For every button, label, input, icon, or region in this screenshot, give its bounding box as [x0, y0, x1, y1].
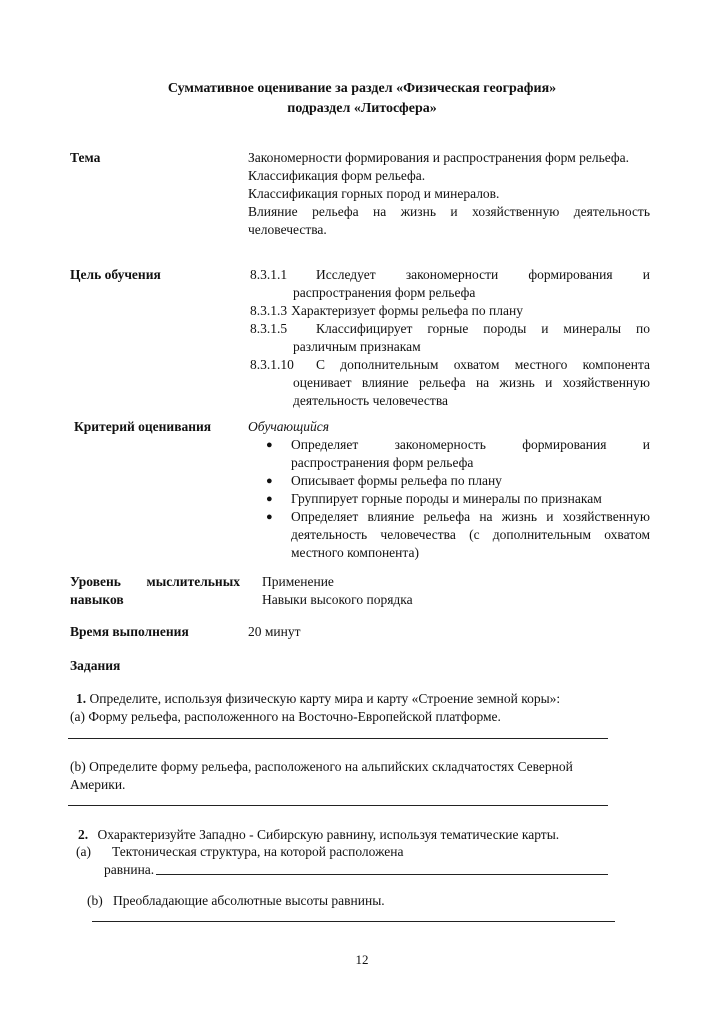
task-2-number: 2.: [78, 827, 89, 842]
task-2a-text: Тектоническая структура, на которой расположена: [112, 844, 404, 859]
goal-item: [250, 266, 650, 302]
answer-line-2a[interactable]: [156, 874, 608, 875]
criteria-text: Группирует горные породы и минералы по признакам: [291, 491, 602, 506]
goal-text-cont: распространения форм рельефа: [293, 285, 476, 300]
criteria-bullet: [248, 490, 650, 508]
task-2a-marker: (a): [76, 844, 91, 859]
goal-text-cont: различным признакам: [293, 339, 421, 354]
goal-item: [250, 302, 650, 320]
task-1a-text: (a) Форму рельефа, расположенного на Восточно-Европейской платформе.: [70, 709, 501, 724]
goal-text: Классифицирует горные породы и минералы по: [316, 321, 650, 336]
task-1-text: Определите, используя физическую карту мира и карту «Строение земной коры»:: [89, 691, 561, 706]
tema-line: Классификация горных пород и минералов.: [248, 186, 500, 201]
criteria-bullet: [248, 472, 650, 490]
bullet-icon: ●: [266, 475, 273, 487]
criteria-text: Определяет влияние рельефа на жизнь и хозяйственную деятельность человечества (с дополнительным охватом местного компонента): [291, 509, 650, 560]
level-value-line: Применение: [262, 574, 334, 589]
criteria-intro: Обучающийся: [248, 419, 330, 434]
goal-item: [250, 320, 650, 356]
level-label-line: навыков: [70, 592, 124, 607]
bullet-icon: ●: [266, 511, 273, 523]
task-1: [70, 690, 650, 726]
task-2a-cont: равнина.: [104, 862, 155, 877]
task-2a: [70, 843, 403, 861]
task-2b: [87, 892, 385, 910]
level-value-line: Навыки высокого порядка: [262, 592, 413, 607]
task-2b-text: Преобладающие абсолютные высоты равнины.: [113, 893, 385, 908]
task-2b-marker: (b): [87, 893, 103, 908]
task-2-text: Охарактеризуйте Западно - Сибирскую равнину, используя тематические карты.: [97, 827, 560, 842]
time-label: Время выполнения: [70, 624, 189, 639]
tema-line: Закономерности формирования и распространения форм рельефа.: [248, 150, 630, 165]
task-1b-text: (b) Определите форму рельефа, расположеного на альпийских складчатостях Северной: [70, 759, 573, 774]
goal-item: [250, 356, 650, 410]
tema-line: Классификация форм рельефа.: [248, 168, 426, 183]
goal-text-cont: оценивает влияние рельефа на жизнь и хозяйственную деятельность человечества: [293, 375, 650, 408]
level-value: [262, 573, 664, 609]
bullet-icon: ●: [266, 439, 273, 451]
task-1b: [70, 758, 630, 794]
task-1b-text: Америки.: [70, 777, 126, 792]
answer-line-1a[interactable]: [68, 738, 608, 739]
goal-label: Цель обучения: [70, 267, 161, 282]
goal-code: 8.3.1.10: [250, 357, 294, 372]
criteria-content: [248, 418, 650, 562]
time-value: 20 минут: [248, 624, 301, 639]
goal-code: 8.3.1.3: [250, 303, 288, 318]
goal-text: Характеризует формы рельефа по плану: [291, 303, 523, 318]
criteria-bullet: [248, 436, 650, 472]
criteria-label: Критерий оценивания: [74, 419, 212, 434]
level-label: [70, 573, 240, 609]
tema-content: [248, 149, 650, 239]
tasks-heading: Задания: [70, 658, 121, 673]
answer-line-2b[interactable]: [92, 921, 615, 922]
page-subtitle: подраздел «Литосфера»: [287, 101, 437, 116]
answer-line-1b[interactable]: [68, 805, 608, 806]
tema-line: Влияние рельефа на жизнь и хозяйственную деятельность человечества.: [248, 204, 650, 237]
criteria-bullet: [248, 508, 650, 562]
goal-text: Исследует закономерности формирования и: [316, 267, 650, 282]
goal-code: 8.3.1.5: [250, 321, 288, 336]
task-1-number: 1.: [76, 691, 87, 706]
bullet-icon: ●: [266, 493, 273, 505]
goal-code: 8.3.1.1: [250, 267, 288, 282]
goal-text: С дополнительным охватом местного компонента: [316, 357, 650, 372]
tema-label: Тема: [70, 150, 101, 165]
level-label-line: Уровень мыслительных: [70, 574, 240, 589]
page-number: 12: [355, 952, 369, 967]
task-2: [78, 826, 638, 844]
criteria-text: Описывает формы рельефа по плану: [291, 473, 502, 488]
page-title: Суммативное оценивание за раздел «Физическая география»: [167, 81, 557, 96]
criteria-text: Определяет закономерность формирования и распространения форм рельефа: [291, 437, 650, 470]
goal-content: [250, 266, 650, 410]
